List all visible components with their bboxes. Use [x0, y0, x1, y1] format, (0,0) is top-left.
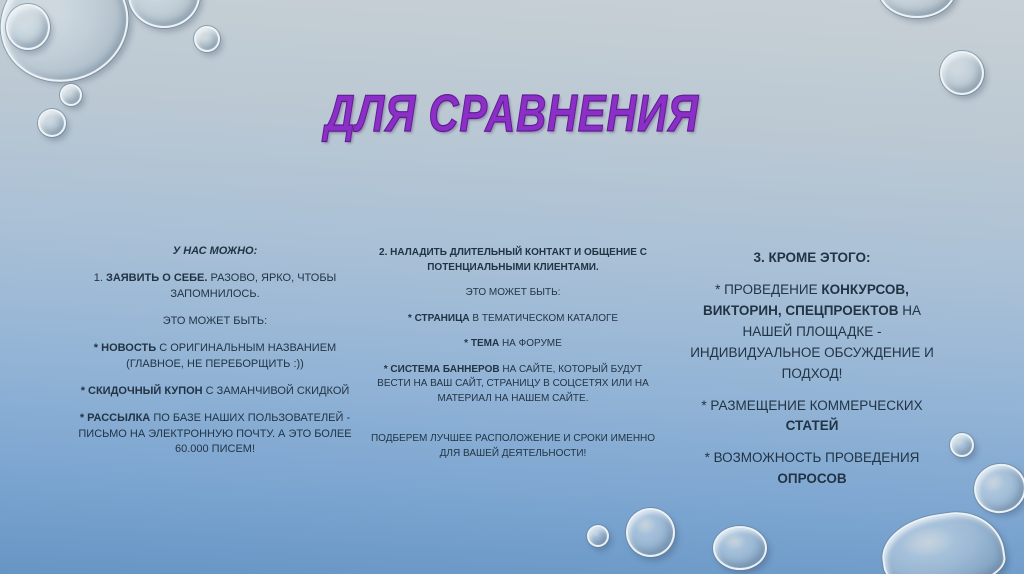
- text-segment: С ЗАМАНЧИВОЙ СКИДКОЙ: [202, 384, 350, 397]
- paragraph: [369, 363, 657, 407]
- page-title: ДЛЯ СРАВНЕНИЯ: [324, 85, 700, 143]
- text-segment: В ТЕМАТИЧЕСКОМ КАТАЛОГЕ: [469, 312, 619, 324]
- water-bubble-icon: [587, 525, 609, 547]
- water-bubble-icon: [194, 26, 220, 52]
- text-segment: * РАССЫЛКА: [79, 411, 151, 424]
- text-segment: НА ФОРУМЕ: [499, 338, 562, 349]
- text-segment: 2. НАЛАДИТЬ ДЛИТЕЛЬНЫЙ КОНТАКТ И ОБЩЕНИЕ С ПОТЕНЦИАЛЬНЫМИ КЛИЕНТАМИ.: [379, 247, 647, 273]
- text-segment: * СКИДОЧНЫЙ КУПОН: [80, 384, 203, 397]
- paragraph: [369, 246, 657, 275]
- paragraph: [677, 280, 947, 385]
- text-segment: НА САЙТЕ, КОТОРЫЙ БУДУТ ВЕСТИ НА ВАШ САЙТ, СТРАНИЦУ В СОЦСЕТЯХ ИЛИ НА МАТЕРИАЛ НА НАШЕМ САЙТЕ.: [377, 363, 649, 404]
- text-segment: * СТРАНИЦА: [407, 312, 470, 324]
- paragraph: [369, 432, 657, 461]
- paragraph: [369, 337, 657, 352]
- text-segment: 1.: [93, 271, 106, 284]
- column-3-besides-this: [677, 248, 947, 501]
- text-segment: ОПРОСОВ: [777, 471, 847, 487]
- paragraph: [677, 448, 947, 490]
- column-2-long-term-contact: [369, 246, 657, 472]
- text-segment: ЗАЯВИТЬ О СЕБЕ.: [105, 271, 208, 284]
- title-area: [0, 84, 1024, 144]
- paragraph: [78, 384, 352, 400]
- text-segment: РАЗОВО, ЯРКО, ЧТОБЫ ЗАПОМНИЛОСЬ.: [170, 271, 337, 300]
- paragraph: [78, 411, 352, 459]
- text-segment: * СИСТЕМА БАННЕРОВ: [383, 363, 500, 375]
- text-segment: СТАТЕЙ: [785, 418, 839, 434]
- paragraph: [369, 312, 657, 327]
- water-bubble-icon: [626, 508, 675, 557]
- paragraph: [369, 286, 657, 301]
- text-segment: ЭТО МОЖЕТ БЫТЬ:: [465, 287, 561, 298]
- water-bubble-icon: [713, 526, 767, 570]
- paragraph: [78, 314, 352, 330]
- paragraph: [78, 341, 352, 373]
- text-segment: ЭТО МОЖЕТ БЫТЬ:: [162, 314, 268, 327]
- text-segment: ПО БАЗЕ НАШИХ ПОЛЬЗОВАТЕЛЕЙ - ПИСЬМО НА ЭЛЕКТРОННУЮ ПОЧТУ. А ЭТО БОЛЕЕ 60.000 ПИСЕМ!: [78, 411, 352, 456]
- paragraph: [78, 271, 352, 303]
- text-segment: * РАЗМЕЩЕНИЕ КОММЕРЧЕСКИХ: [701, 397, 923, 413]
- paragraph: [677, 248, 947, 269]
- water-bubble-icon: [969, 458, 1024, 519]
- text-segment: У НАС МОЖНО:: [172, 245, 258, 257]
- text-segment: НА НАШЕЙ ПЛОЩАДКЕ - ИНДИВИДУАЛЬНОЕ ОБСУЖДЕНИЕ И ПОДХОД!: [690, 302, 934, 381]
- water-bubble-icon: [6, 4, 50, 50]
- text-segment: С ОРИГИНАЛЬНЫМ НАЗВАНИЕМ (ГЛАВНОЕ, НЕ ПЕРЕБОРЩИТЬ :)): [126, 341, 337, 370]
- text-segment: * ТЕМА: [464, 338, 500, 349]
- water-bubble-icon: [950, 433, 974, 457]
- water-bubble-icon: [878, 0, 956, 18]
- text-segment: ПОДБЕРЕМ ЛУЧШЕЕ РАСПОЛОЖЕНИЕ И СРОКИ ИМЕННО ДЛЯ ВАШЕЙ ДЕЯТЕЛЬНОСТИ!: [370, 433, 656, 459]
- text-segment: * ВОЗМОЖНОСТЬ ПРОВЕДЕНИЯ: [704, 450, 920, 466]
- text-segment: * ПРОВЕДЕНИЕ: [715, 281, 822, 297]
- water-bubble-icon: [128, 0, 200, 28]
- paragraph: [78, 244, 352, 260]
- text-segment: 3. КРОМЕ ЭТОГО:: [753, 250, 871, 265]
- paragraph: [677, 396, 947, 438]
- text-segment: * НОВОСТЬ: [93, 341, 157, 354]
- water-bubble-icon: [877, 506, 1008, 574]
- column-1-what-we-offer: [78, 244, 352, 469]
- text-segment: КОНКУРСОВ, ВИКТОРИН, СПЕЦПРОЕКТОВ: [702, 281, 909, 318]
